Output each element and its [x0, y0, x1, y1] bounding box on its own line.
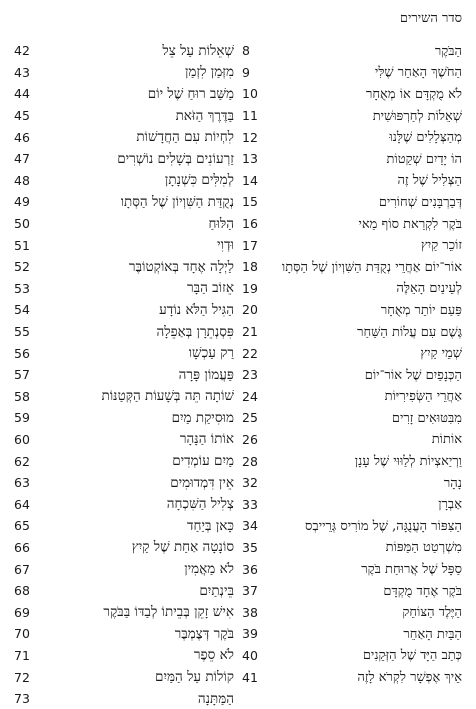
toc-entry — [242, 213, 462, 235]
toc-entry-title: הוֹ יָדַיִם שְׁקֵטוֹת — [386, 151, 462, 167]
toc-entry-page-number: 33 — [242, 496, 258, 512]
toc-entry-title: מִזְּמַן לִזְמַן — [184, 64, 234, 81]
toc-entry-title: לֹא מַאֲמִין — [184, 561, 234, 578]
toc-entry — [242, 601, 462, 623]
toc-entry — [14, 493, 234, 515]
toc-entry — [14, 429, 234, 451]
toc-entry-page-number: 44 — [14, 86, 30, 102]
toc-entry — [14, 126, 234, 148]
toc-entry-page-number: 36 — [242, 561, 258, 577]
toc-entry-page-number: 37 — [242, 583, 258, 599]
toc-entry-page-number: 12 — [242, 129, 258, 145]
toc-entry-page-number: 65 — [14, 518, 30, 534]
toc-entry-title: אֵיךְ אֶפְשָׁר לִקְרֹא לָזֶה — [357, 670, 462, 686]
toc-entry-page-number: 71 — [14, 647, 30, 663]
toc-entry — [14, 213, 234, 235]
toc-entry-title: בֹּקֶר דְּצֶמְבֶּר — [174, 625, 234, 642]
toc-entry-page-number: 62 — [14, 453, 30, 469]
toc-entry-title: לְמִלִּים כִּשְׁנָתָן — [164, 172, 234, 189]
toc-entry-page-number: 66 — [14, 539, 30, 555]
toc-entry-page-number: 23 — [242, 367, 258, 383]
toc-entry-title: אוֹתוֹת — [431, 432, 462, 448]
toc-entry — [14, 40, 234, 62]
toc-entry — [14, 278, 234, 300]
toc-entry-page-number: 28 — [242, 453, 258, 469]
toc-entry-title: סוֹנָטָה אַחַת שֶׁל קַיִץ — [131, 539, 234, 556]
toc-entry — [242, 515, 462, 537]
toc-entry-title: בַּדֶּרֶךְ הַזֹּאת — [175, 107, 234, 124]
toc-entry-title: לַיְלָה אֶחָד בְּאוֹקְטוֹבֶּר — [128, 258, 234, 275]
toc-entry-page-number: 48 — [14, 172, 30, 188]
toc-entry-title: אַחֲרֵי הַשְּׂפִירִיּוֹת — [384, 389, 462, 405]
toc-entry-page-number: 13 — [242, 151, 258, 167]
toc-entry-page-number: 68 — [14, 583, 30, 599]
toc-entry — [242, 450, 462, 472]
toc-entry-title: סַפָּל שֶׁל אֲרוּחַת בֹּקֶר — [361, 562, 462, 578]
toc-column-left — [14, 40, 234, 709]
toc-entry-title: זוֹכֵר קַיִץ — [421, 238, 462, 254]
toc-entry-title: לֹא סֵפֶר — [193, 647, 234, 664]
toc-entry-title: נְקֻדַּת הַשִּׁוְיוֹן שֶׁל הַסְּתָו — [120, 193, 234, 210]
toc-entry-page-number: 70 — [14, 626, 30, 642]
toc-entry-title: לְעֵינַיִם הָאֵלֶּה — [396, 281, 462, 297]
toc-entry-page-number: 45 — [14, 108, 30, 124]
page-header: סדר השירים — [399, 11, 462, 26]
toc-entry-title: בֵּינְתַיִם — [199, 582, 234, 599]
toc-entry-page-number: 14 — [242, 172, 258, 188]
toc-entry-title: בֹּקֶר לִקְרַאת סוֹף מַאי — [358, 216, 462, 232]
toc-entry — [242, 321, 462, 343]
toc-entry-title: וַרְיַאצְיוֹת לְלַוּוּי שֶׁל עָנָן — [354, 454, 462, 470]
toc-entry-page-number: 20 — [242, 302, 258, 318]
toc-entry — [242, 191, 462, 213]
toc-entry-title: נָהָר — [443, 475, 462, 491]
toc-entry — [14, 170, 234, 192]
toc-entry-title: פַּעֲמוֹן פָּרָה — [178, 366, 234, 383]
toc-entry-page-number: 9 — [242, 64, 250, 80]
toc-entry-title: הַגִּיל הַלֹּא נוֹדָע — [159, 301, 234, 318]
toc-entry — [242, 580, 462, 602]
toc-entry-title: צְלִיל הַשִּׁכְחָה — [166, 496, 234, 513]
toc-entry-page-number: 56 — [14, 345, 30, 361]
toc-entry — [14, 623, 234, 645]
toc-entry-title: שׁוֹתָה תֵּה בְּשָׁעוֹת הַקְּטַנּוֹת — [101, 388, 234, 405]
toc-entry-page-number: 25 — [242, 410, 258, 426]
toc-column-right — [242, 40, 462, 688]
toc-entry — [14, 256, 234, 278]
toc-entry-title: הַבַּיִת הָאַחֵר — [403, 626, 462, 642]
toc-entry-page-number: 24 — [242, 388, 258, 404]
toc-entry-title: שְׁמֵי קַיִץ — [420, 346, 462, 362]
toc-entry-title: מִבִּטּוּאִים זָרִים — [391, 410, 462, 426]
toc-entry-title: מַיִם עוֹמְדִים — [172, 453, 234, 470]
toc-entry-page-number: 21 — [242, 324, 258, 340]
toc-entry — [14, 62, 234, 84]
toc-entry-title: אֵין דִּמְדוּמִים — [170, 474, 234, 491]
toc-entry — [14, 191, 234, 213]
toc-entry-page-number: 57 — [14, 367, 30, 383]
toc-entry-page-number: 8 — [242, 43, 250, 59]
toc-entry — [242, 83, 462, 105]
toc-entry — [14, 386, 234, 408]
toc-entry-title: וּדְוִי — [217, 237, 234, 254]
toc-entry-title: רַק עַכְשָׁו — [188, 345, 234, 362]
toc-entry-page-number: 15 — [242, 194, 258, 210]
toc-entry-title: דְּבַרְבָּנִים שְׁחוֹרִים — [378, 194, 462, 210]
toc-entry-page-number: 22 — [242, 345, 258, 361]
toc-entry-title: זַרְעוֹנִים בְּשָׁלִים נוֹשְׁרִים — [117, 150, 234, 167]
toc-entry-title: בֹּקֶר אֶחָד מֻקְדָּם — [383, 583, 462, 599]
toc-entry — [242, 342, 462, 364]
toc-entry-page-number: 19 — [242, 280, 258, 296]
toc-entry-page-number: 39 — [242, 626, 258, 642]
toc-entry — [14, 450, 234, 472]
toc-entry — [14, 342, 234, 364]
toc-entry — [14, 299, 234, 321]
toc-entry-page-number: 64 — [14, 496, 30, 512]
toc-entry — [242, 623, 462, 645]
toc-entry-page-number: 41 — [242, 669, 258, 685]
toc-entry-page-number: 17 — [242, 237, 258, 253]
toc-entry — [14, 558, 234, 580]
toc-entry-page-number: 47 — [14, 151, 30, 167]
toc-entry-title: הַצִּפּוֹר הָעֲנֻגָּה, שֶׁל מוֹרִיס גְּרֵייבְס — [305, 518, 462, 534]
toc-entry-page-number: 54 — [14, 302, 30, 318]
toc-entry-title: כָּאן בְּיַחַד — [187, 517, 234, 534]
toc-entry-title: קוֹלוֹת עַל הַמַּיִם — [155, 669, 234, 686]
toc-entry-page-number: 58 — [14, 388, 30, 404]
toc-entry — [242, 645, 462, 667]
toc-entry-page-number: 50 — [14, 216, 30, 232]
toc-entry-title: הַמַּתָּנָה — [197, 690, 234, 707]
toc-entry — [14, 666, 234, 688]
toc-entry-page-number: 38 — [242, 604, 258, 620]
toc-entry — [242, 666, 462, 688]
toc-entry — [14, 688, 234, 709]
toc-entry — [14, 472, 234, 494]
toc-entry-page-number: 16 — [242, 216, 258, 232]
toc-entry — [242, 493, 462, 515]
toc-entry-page-number: 67 — [14, 561, 30, 577]
toc-entry-page-number: 35 — [242, 539, 258, 555]
toc-entry — [242, 364, 462, 386]
toc-entry-title: הַצְּלִיל שֶׁל זֶה — [397, 173, 462, 189]
toc-entry-title: הַחֹשֶׁךְ הָאַחֵר שֶׁלִּי — [374, 65, 462, 81]
toc-entry — [242, 558, 462, 580]
toc-entry — [242, 386, 462, 408]
toc-entry-page-number: 63 — [14, 475, 30, 491]
toc-entry — [242, 62, 462, 84]
toc-entry-title: אוֹר־יוֹם אַחֲרֵי נְקֻדַּת הַשִּׁוְיוֹן שֶׁל הַסְּתָו — [281, 259, 462, 275]
toc-entry-title: אַבְרָן — [438, 497, 462, 513]
toc-entry — [14, 580, 234, 602]
toc-entry-page-number: 34 — [242, 518, 258, 534]
toc-entry — [242, 40, 462, 62]
toc-entry-title: הַלּוּחַ — [208, 215, 234, 232]
toc-entry — [14, 105, 234, 127]
toc-entry-page-number: 69 — [14, 604, 30, 620]
toc-entry-page-number: 46 — [14, 129, 30, 145]
toc-entry — [14, 234, 234, 256]
toc-entry-title: פִּסְנְתֵרָן בְּאַפֵלָה — [156, 323, 234, 340]
toc-entry-title: פַּעַם יוֹתֵר מְאֻחָר — [380, 302, 462, 318]
toc-entry-page-number: 49 — [14, 194, 30, 210]
toc-entry-page-number: 55 — [14, 324, 30, 340]
toc-entry-title: אֵזוֹב הַבָּר — [186, 280, 234, 297]
toc-entry-title: גֶּשֶׁם עִם עֲלוֹת הַשַּׁחַר — [357, 324, 462, 340]
toc-entry-page-number: 52 — [14, 259, 30, 275]
toc-entry-page-number: 11 — [242, 108, 258, 124]
toc-entry-page-number: 73 — [14, 691, 30, 707]
toc-entry-page-number: 53 — [14, 280, 30, 296]
toc-entry — [14, 537, 234, 559]
toc-entry-title: שְׁאֵלוֹת עַל צֵל — [162, 42, 234, 59]
toc-entry-title: מְהַצְּלָלִים שֶׁלָּנוּ — [389, 130, 462, 146]
toc-entry — [14, 148, 234, 170]
toc-entry — [14, 83, 234, 105]
toc-entry — [242, 429, 462, 451]
toc-entry-page-number: 18 — [242, 259, 258, 275]
toc-entry — [242, 148, 462, 170]
toc-entry-page-number: 72 — [14, 669, 30, 685]
toc-entry-page-number: 42 — [14, 43, 30, 59]
toc-entry — [242, 170, 462, 192]
toc-entry-page-number: 43 — [14, 64, 30, 80]
toc-entry — [242, 278, 462, 300]
toc-entry-page-number: 59 — [14, 410, 30, 426]
toc-entry — [242, 126, 462, 148]
toc-entry-title: שְׁאֵלוֹת לְחַרְפּוּשִׁית — [372, 108, 462, 124]
toc-entry — [242, 299, 462, 321]
toc-entry — [242, 234, 462, 256]
toc-entry-page-number: 51 — [14, 237, 30, 253]
toc-entry — [14, 364, 234, 386]
toc-entry-title: אִישׁ זָקֵן בְּבֵיתוֹ לְבַדּוֹ בַּבֹּקֶר — [103, 604, 234, 621]
toc-entry — [242, 407, 462, 429]
toc-entry-title: מוּסִיקַת מַיִם — [171, 409, 234, 426]
toc-entry — [242, 472, 462, 494]
toc-entry-title: אוֹתוֹ הַנָּהָר — [179, 431, 234, 448]
toc-entry-title: כְּתַב הַיָּד שֶׁל הַזְּקֵנִים — [362, 648, 462, 664]
toc-entry-title: לִחְיוֹת עִם הַחֲדָשׁוֹת — [136, 129, 234, 146]
toc-entry — [14, 601, 234, 623]
toc-entry-page-number: 32 — [242, 475, 258, 491]
toc-entry — [242, 537, 462, 559]
toc-entry-page-number: 60 — [14, 431, 30, 447]
toc-entry-title: הַכְּנָפַיִם שֶׁל אוֹר־יוֹם — [364, 367, 462, 383]
toc-entry-title: הַבֹּקֶר — [434, 43, 462, 59]
toc-entry-page-number: 40 — [242, 647, 258, 663]
toc-entry — [242, 105, 462, 127]
toc-entry-page-number: 26 — [242, 431, 258, 447]
toc-entry-title: מַשַּׁב רוּחַ שֶׁל יוֹם — [147, 85, 234, 102]
toc-entry-title: הַיֶּלֶד הַצּוֹחֵק — [402, 605, 462, 621]
toc-entry — [14, 321, 234, 343]
toc-entry-title: לֹא מֻקְדָּם אוֹ מְאֻחָר — [365, 86, 462, 102]
toc-entry-page-number: 10 — [242, 86, 258, 102]
toc-entry — [14, 645, 234, 667]
toc-entry — [14, 407, 234, 429]
toc-entry — [14, 515, 234, 537]
toc-entry-title: מִשְׁרְטַט הַמַּפּוֹת — [385, 540, 462, 556]
toc-entry — [242, 256, 462, 278]
